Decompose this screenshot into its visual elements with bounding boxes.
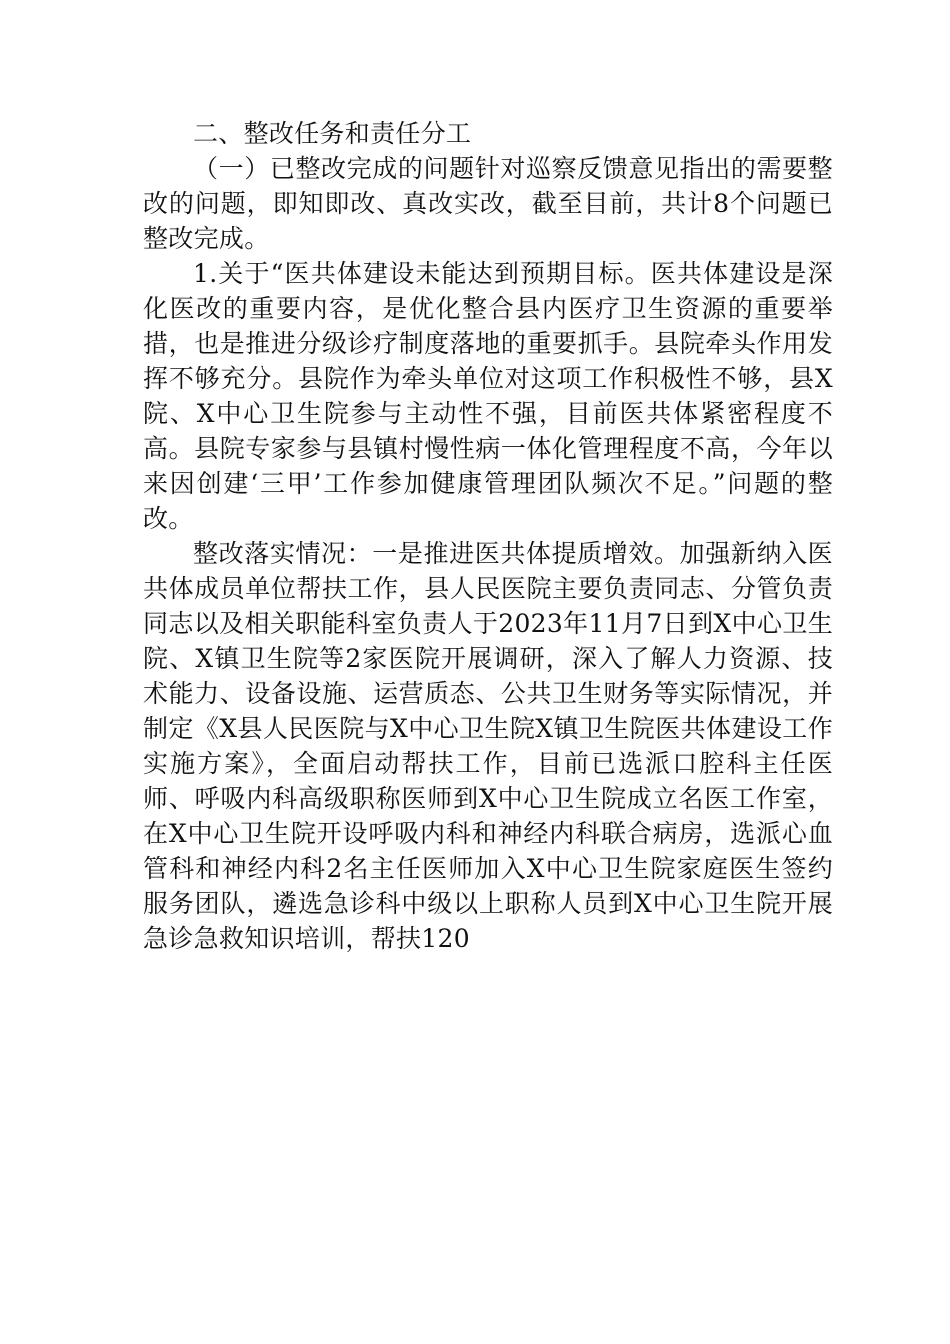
paragraph-completed-issues: （一）已整改完成的问题针对巡察反馈意见指出的需要整改的问题，即知即改、真改实改，截至目前，共计8个问题已整改完成。 (143, 154, 833, 253)
paragraph-issue-1: 1.关于“医共体建设未能达到预期目标。医共体建设是深化医改的重要内容，是优化整合县内医疗卫生资源的重要举措，也是推进分级诊疗制度落地的重要抓手。县院牵头作用发挥不够充分。县院作为牵头单位对这项工作积极性不够，县X院、X中心卫生院参与主动性不强，目前医共体紧密程度不高。县院专家参与县镇村慢性病一体化管理程度不高，今年以来因创建‘三甲’工作参加健康管理团队频次不足。”问题的整改。 (143, 259, 833, 533)
document-body (143, 116, 833, 956)
section-heading: 二、整改任务和责任分工 (193, 119, 472, 148)
paragraph-implementation: 整改落实情况：一是推进医共体提质增效。加强新纳入医共体成员单位帮扶工作，县人民医院主要负责同志、分管负责同志以及相关职能科室负责人于2023年11月7日到X中心卫生院、X镇卫生院等2家医院开展调研，深入了解人力资源、技术能力、设备设施、运营质态、公共卫生财务等实际情况，并制定《X县人民医院与X中心卫生院X镇卫生院医共体建设工作实施方案》，全面启动帮扶工作，目前已选派口腔科主任医师、呼吸内科高级职称医师到X中心卫生院成立名医工作室，在X中心卫生院开设呼吸内科和神经内科联合病房，选派心血管科和神经内科2名主任医师加入X中心卫生院家庭医生签约服务团队，遴选急诊科中级以上职称人员到X中心卫生院开展急诊急救知识培训，帮扶120 (143, 539, 833, 953)
